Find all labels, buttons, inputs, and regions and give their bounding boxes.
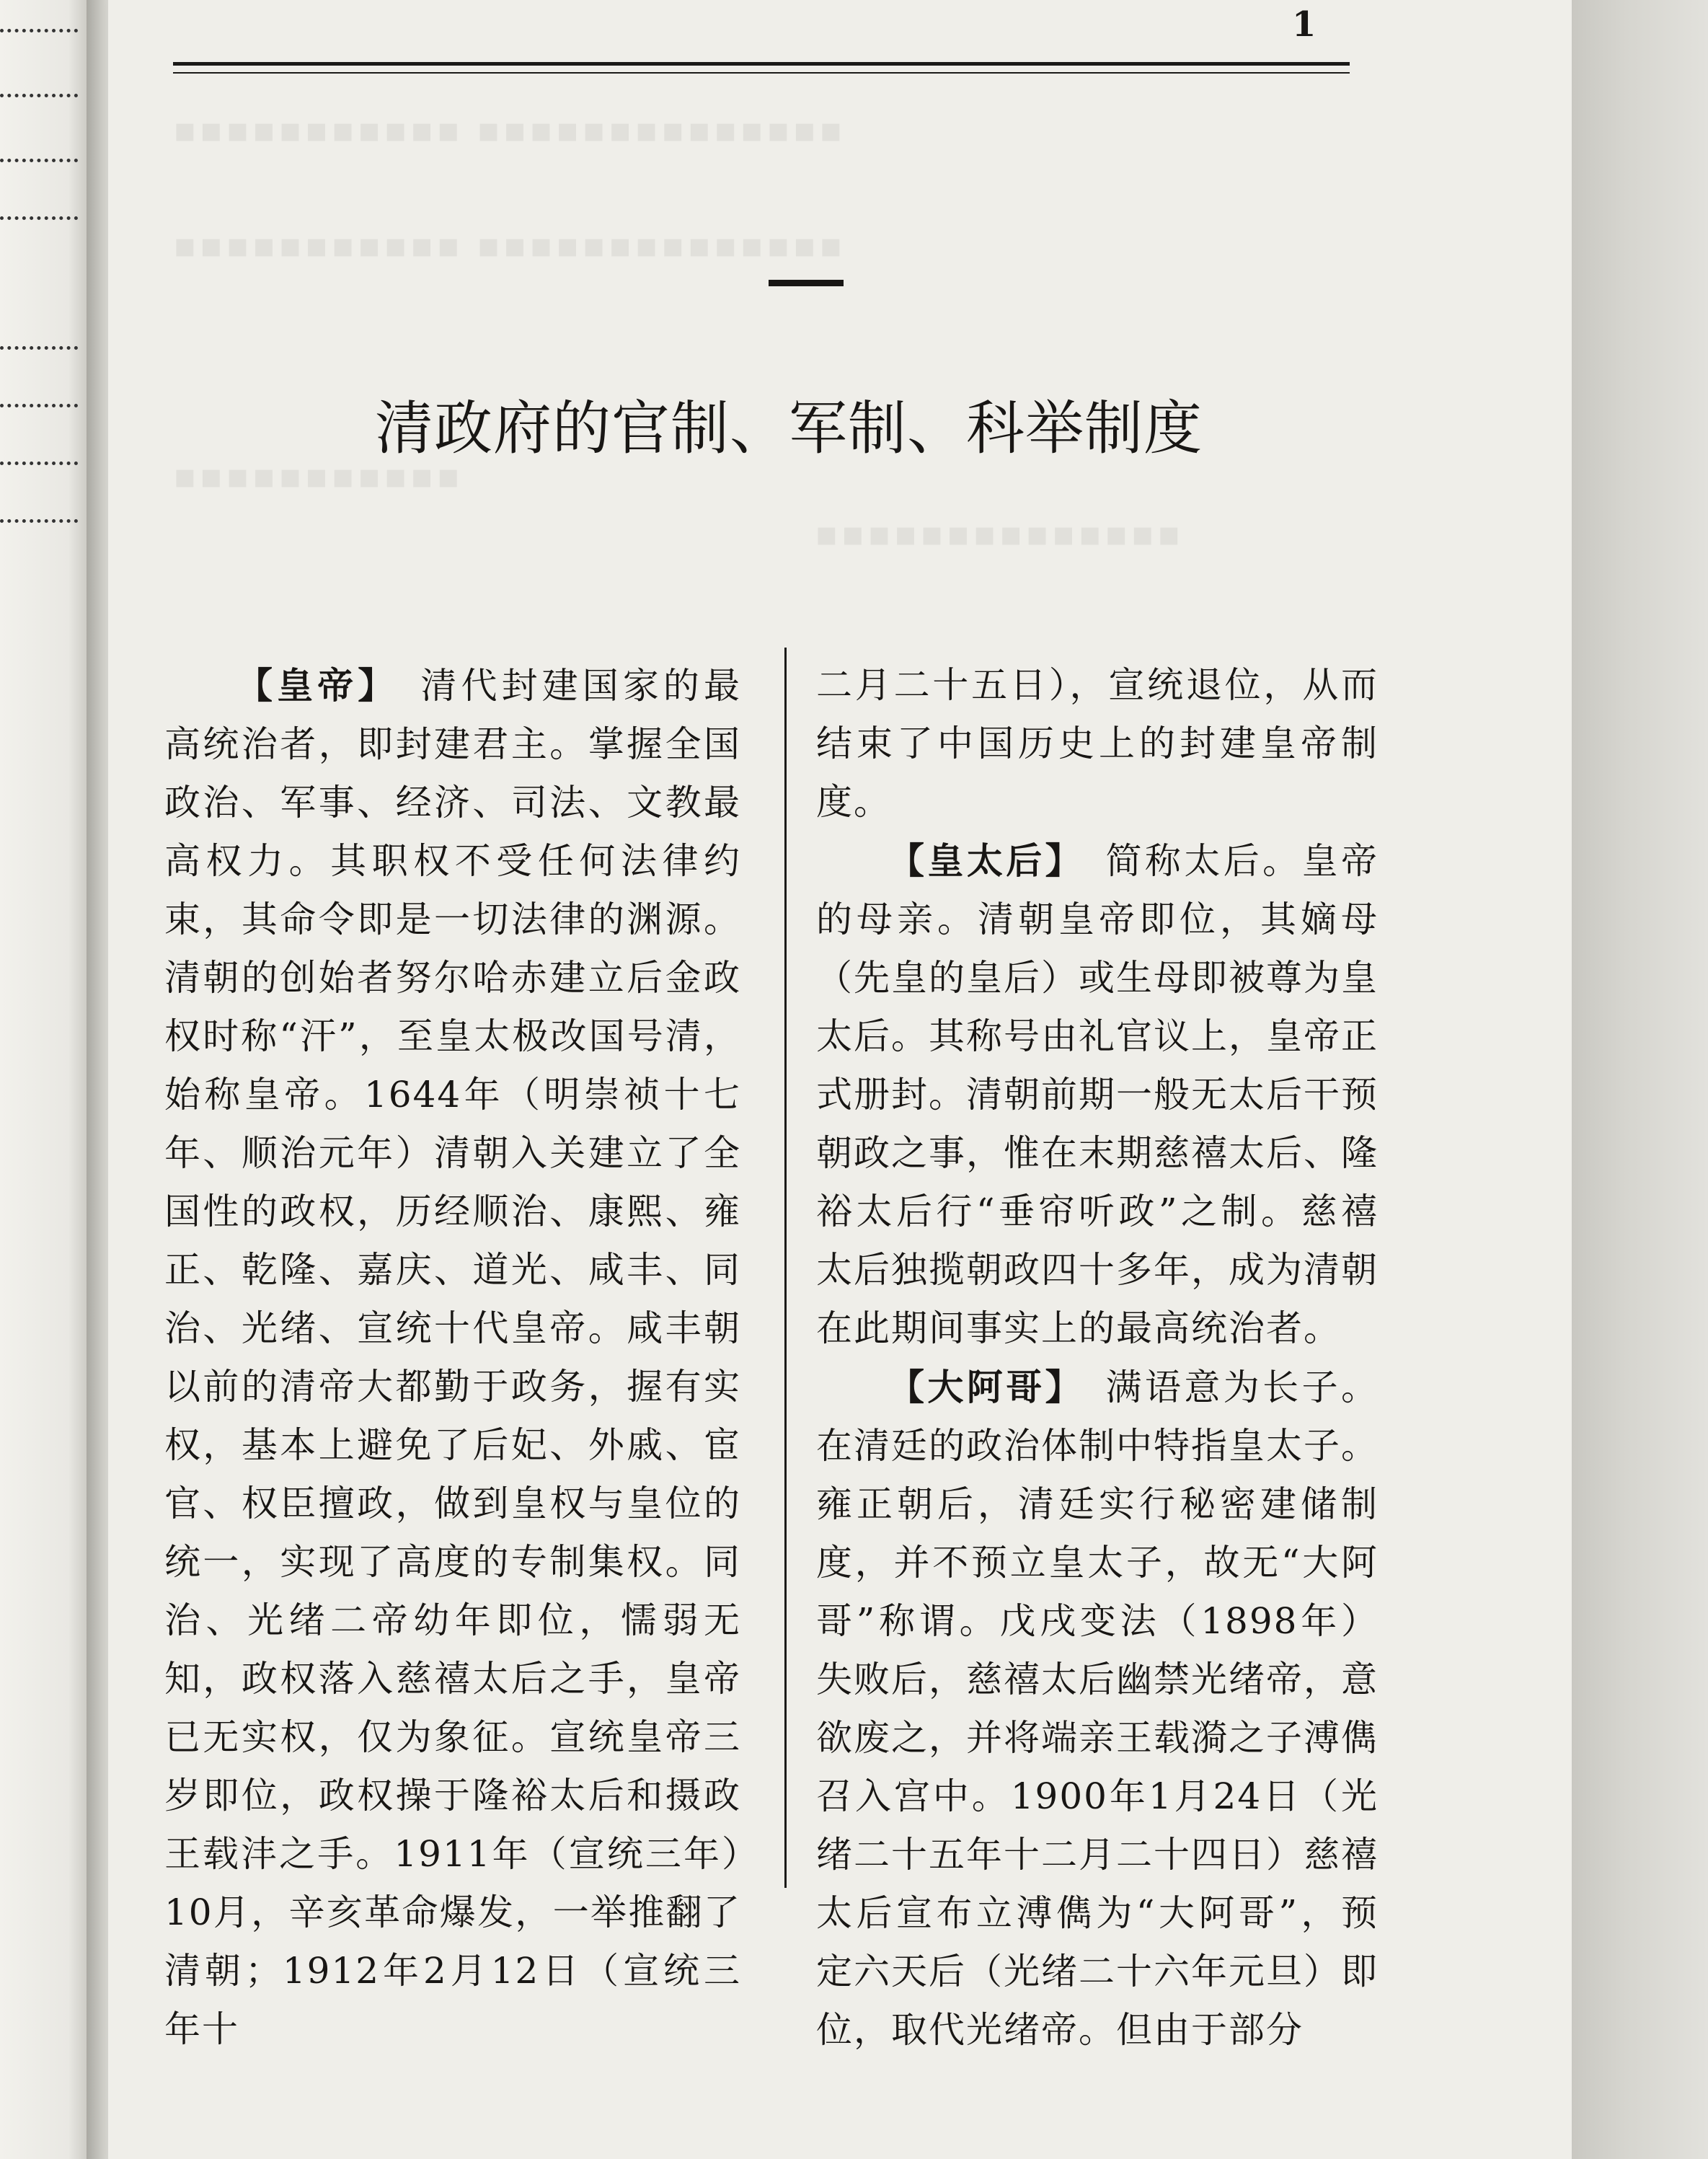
- previous-page-edge: [0, 0, 97, 2159]
- entry-paragraph: [164, 656, 741, 2059]
- dotted-line: [0, 346, 78, 350]
- bleed-through-text: ▪▪▪▪▪▪▪▪▪▪▪ ▪▪▪▪▪▪▪▪▪▪▪▪▪▪: [173, 225, 846, 265]
- dotted-line: [0, 159, 78, 162]
- chapter-number: [769, 280, 844, 286]
- entry-text: 二月二十五日），宣统退位，从而结束了中国历史上的封建皇帝制度。: [816, 664, 1379, 823]
- dotted-line: [0, 462, 78, 465]
- entry-text: 简称太后。皇帝的母亲。清朝皇帝即位，其嫡母（先皇的皇后）或生母即被尊为皇太后。其称号由礼官议上，皇帝正式册封。清朝前期一般无太后干预朝政之事，惟在末期慈禧太后、隆裕太后行“垂帘听政”之制。慈禧太后独揽朝政四十多年，成为清朝在此期间事实上的最高统治者。: [816, 840, 1379, 1349]
- page-edge-shadow: [1572, 0, 1708, 2159]
- entry-paragraph: [816, 1358, 1379, 2059]
- entry-term: 【皇太后】: [888, 839, 1067, 882]
- left-column: [164, 656, 741, 2059]
- column-divider: [784, 648, 787, 1888]
- dotted-line: [0, 519, 78, 523]
- right-column: [816, 656, 1379, 2059]
- page-number: 1: [1292, 4, 1317, 45]
- entry-term: 【皇帝】: [236, 664, 381, 707]
- bleed-through-text: ▪▪▪▪▪▪▪▪▪▪▪ ▪▪▪▪▪▪▪▪▪▪▪▪▪▪: [173, 110, 846, 150]
- entry-text: 满语意为长子。在清廷的政治体制中特指皇太子。雍正朝后，清廷实行秘密建储制度，并不预立皇太子，故无“大阿哥”称谓。戊戌变法（1898年）失败后，慈禧太后幽禁光绪帝，意欲废之，并将端亲王载漪之子溥儁召入宫中。1900年1月24日（光绪二十五年十二月二十四日）慈禧太后宣布立溥儁为“大阿哥”，预定六天后（光绪二十六年元旦）即位，取代光绪帝。但由于部分: [816, 1367, 1379, 2051]
- bleed-through-text: ▪▪▪▪▪▪▪▪▪▪▪: [173, 456, 463, 496]
- dotted-line: [0, 216, 78, 220]
- entry-text: 清代封建国家的最高统治者，即封建君主。掌握全国政治、军事、经济、司法、文教最高权力。其职权不受任何法律约束，其命令即是一切法律的渊源。清朝的创始者努尔哈赤建立后金政权时称“汗”，至皇太极改国号清，始称皇帝。1644年（明崇祯十七年、顺治元年）清朝入关建立了全国性的政权，历经顺治、康熙、雍正、乾隆、嘉庆、道光、咸丰、同治、光绪、宣统十代皇帝。咸丰朝以前的清帝大都勤于政务，握有实权，基本上避免了后妃、外戚、宦官、权臣擅政，做到皇权与皇位的统一，实现了高度的专制集权。同治、光绪二帝幼年即位，懦弱无知，政权落入慈禧太后之手，皇帝已无实权，仅为象征。宣统皇帝三岁即位，政权操于隆裕太后和摄政王载沣之手。1911年（宣统三年）10月，辛亥革命爆发，一举推翻了清朝；1912年2月12日（宣统三年十: [164, 665, 742, 2050]
- entry-term: 【大阿哥】: [888, 1366, 1067, 1408]
- bleed-through-text: ▪▪▪▪▪▪▪▪▪▪▪▪▪▪: [815, 513, 1184, 554]
- header-rule: [173, 62, 1350, 66]
- chapter-title: 清政府的官制、军制、科举制度: [375, 395, 1203, 463]
- dotted-line: [0, 404, 78, 407]
- dotted-line: [0, 94, 78, 97]
- continued-paragraph: [816, 656, 1379, 831]
- entry-paragraph: [816, 831, 1379, 1358]
- header-rule-thin: [173, 72, 1350, 74]
- dotted-line: [0, 29, 78, 32]
